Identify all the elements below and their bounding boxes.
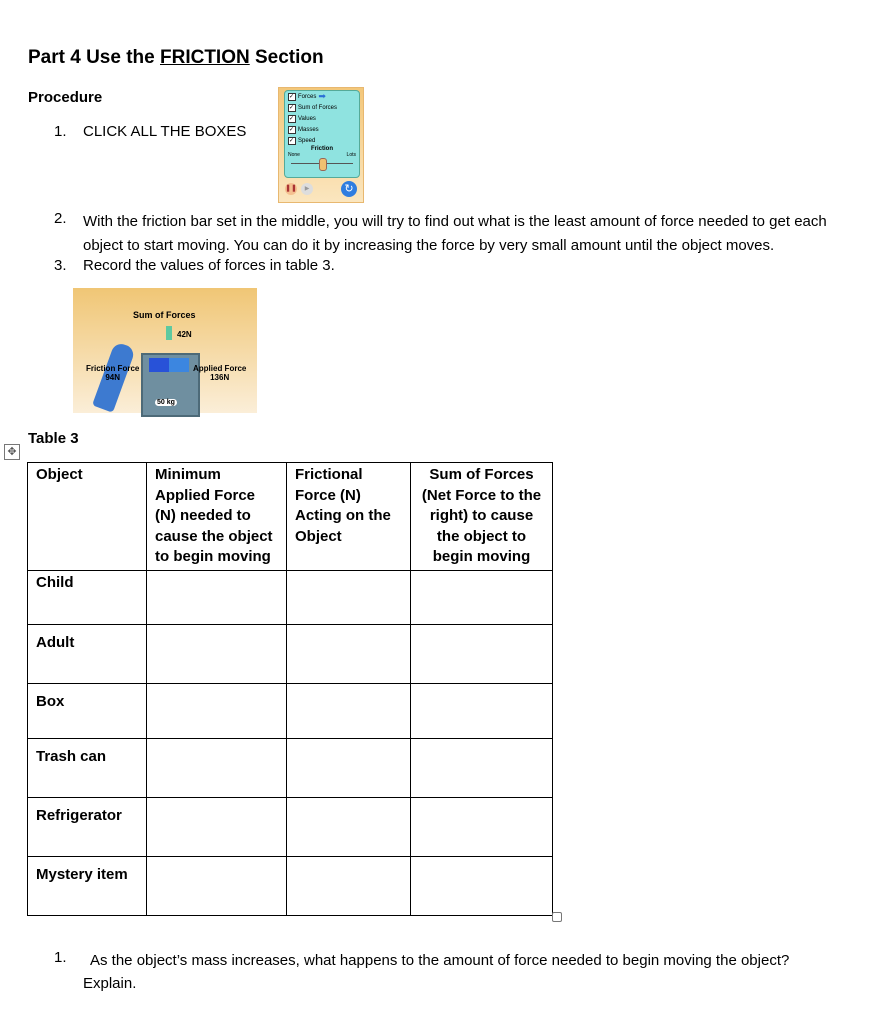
- cell[interactable]: [411, 738, 553, 797]
- arrow-right-icon: ➡: [318, 91, 326, 101]
- cell[interactable]: [411, 570, 553, 624]
- friction-label: Friction Force 94N: [86, 364, 140, 382]
- sum-arrow: [166, 326, 172, 340]
- step-1-text: CLICK ALL THE BOXES: [83, 123, 247, 140]
- table-row: [28, 797, 553, 856]
- slider-max: Lots: [346, 152, 356, 158]
- row-label: Refrigerator: [28, 797, 147, 856]
- step-icon: ▶: [301, 183, 313, 195]
- cell[interactable]: [287, 683, 411, 738]
- checkbox-forces: ✓ Forces ➡: [289, 91, 326, 101]
- checkbox-masses: ✓ Masses: [289, 126, 319, 133]
- procedure-heading: Procedure: [28, 89, 103, 106]
- header-sum-of-forces: Sum of Forces (Net Force to the right) to cause the object to begin moving: [411, 463, 553, 571]
- slider-min: None: [288, 152, 300, 158]
- table-header-row: [28, 463, 553, 571]
- cell[interactable]: [147, 856, 287, 915]
- table-row: [28, 683, 553, 738]
- step-2-number: 2.: [54, 210, 67, 227]
- sum-label: Sum of Forces: [133, 310, 196, 320]
- cell[interactable]: [147, 797, 287, 856]
- checkbox-sum: ✓ Sum of Forces: [289, 104, 338, 111]
- cell[interactable]: [287, 738, 411, 797]
- question-number: 1.: [54, 949, 67, 966]
- step-2-text: With the friction bar set in the middle, you will try to find out what is the least amount of force needed to get each object to start moving. You can do it by increasing the force by very small amount until the object moves.: [83, 213, 827, 254]
- row-label: Trash can: [28, 738, 147, 797]
- cell[interactable]: [287, 797, 411, 856]
- table-row: [28, 856, 553, 915]
- table-move-handle-icon[interactable]: ✥: [4, 444, 20, 460]
- reset-icon: ↻: [341, 181, 357, 197]
- table-label: Table 3: [28, 430, 79, 447]
- cell[interactable]: [411, 797, 553, 856]
- cell[interactable]: [287, 856, 411, 915]
- table-row: [28, 624, 553, 683]
- row-label: Adult: [28, 624, 147, 683]
- header-frictional-force: Frictional Force (N) Acting on the Object: [287, 463, 411, 571]
- pause-icon: ❚❚: [285, 183, 297, 195]
- step-3-text: Record the values of forces in table 3.: [83, 257, 335, 274]
- check-icon: ✓: [289, 93, 295, 100]
- cell[interactable]: [411, 683, 553, 738]
- friction-slider: [291, 158, 353, 170]
- slider-title: Friction: [311, 146, 333, 152]
- cell[interactable]: [147, 624, 287, 683]
- table-row: [28, 570, 553, 624]
- checkbox-speed: ✓ Speed: [289, 137, 316, 144]
- applied-label: Applied Force 136N: [193, 364, 247, 382]
- cell[interactable]: [147, 738, 287, 797]
- table-row: [28, 738, 553, 797]
- simulation-image: [73, 288, 257, 413]
- header-applied-force: Minimum Applied Force (N) needed to cause the object to begin moving: [147, 463, 287, 571]
- friction-arrow: [149, 358, 169, 372]
- table-3: [27, 462, 553, 916]
- header-object: Object: [28, 463, 147, 571]
- cell[interactable]: [147, 683, 287, 738]
- question-text: As the object’s mass increases, what happens to the amount of force needed to begin moving the object? Explain.: [83, 952, 790, 992]
- row-label: Child: [28, 570, 147, 624]
- step-3-number: 3.: [54, 257, 67, 274]
- checkbox-values: ✓ Values: [289, 115, 316, 122]
- row-label: Box: [28, 683, 147, 738]
- cell[interactable]: [147, 570, 287, 624]
- cell[interactable]: [287, 570, 411, 624]
- row-label: Mystery item: [28, 856, 147, 915]
- control-panel-image: [278, 87, 364, 203]
- applied-arrow: [169, 358, 189, 372]
- table-resize-handle[interactable]: [552, 912, 562, 922]
- step-1-number: 1.: [54, 123, 67, 140]
- sum-value: 42N: [177, 330, 192, 339]
- page-title: Part 4 Use the FRICTION Section: [28, 47, 324, 68]
- cell[interactable]: [287, 624, 411, 683]
- cell[interactable]: [411, 856, 553, 915]
- mass-label: 50 kg: [157, 399, 175, 406]
- cell[interactable]: [411, 624, 553, 683]
